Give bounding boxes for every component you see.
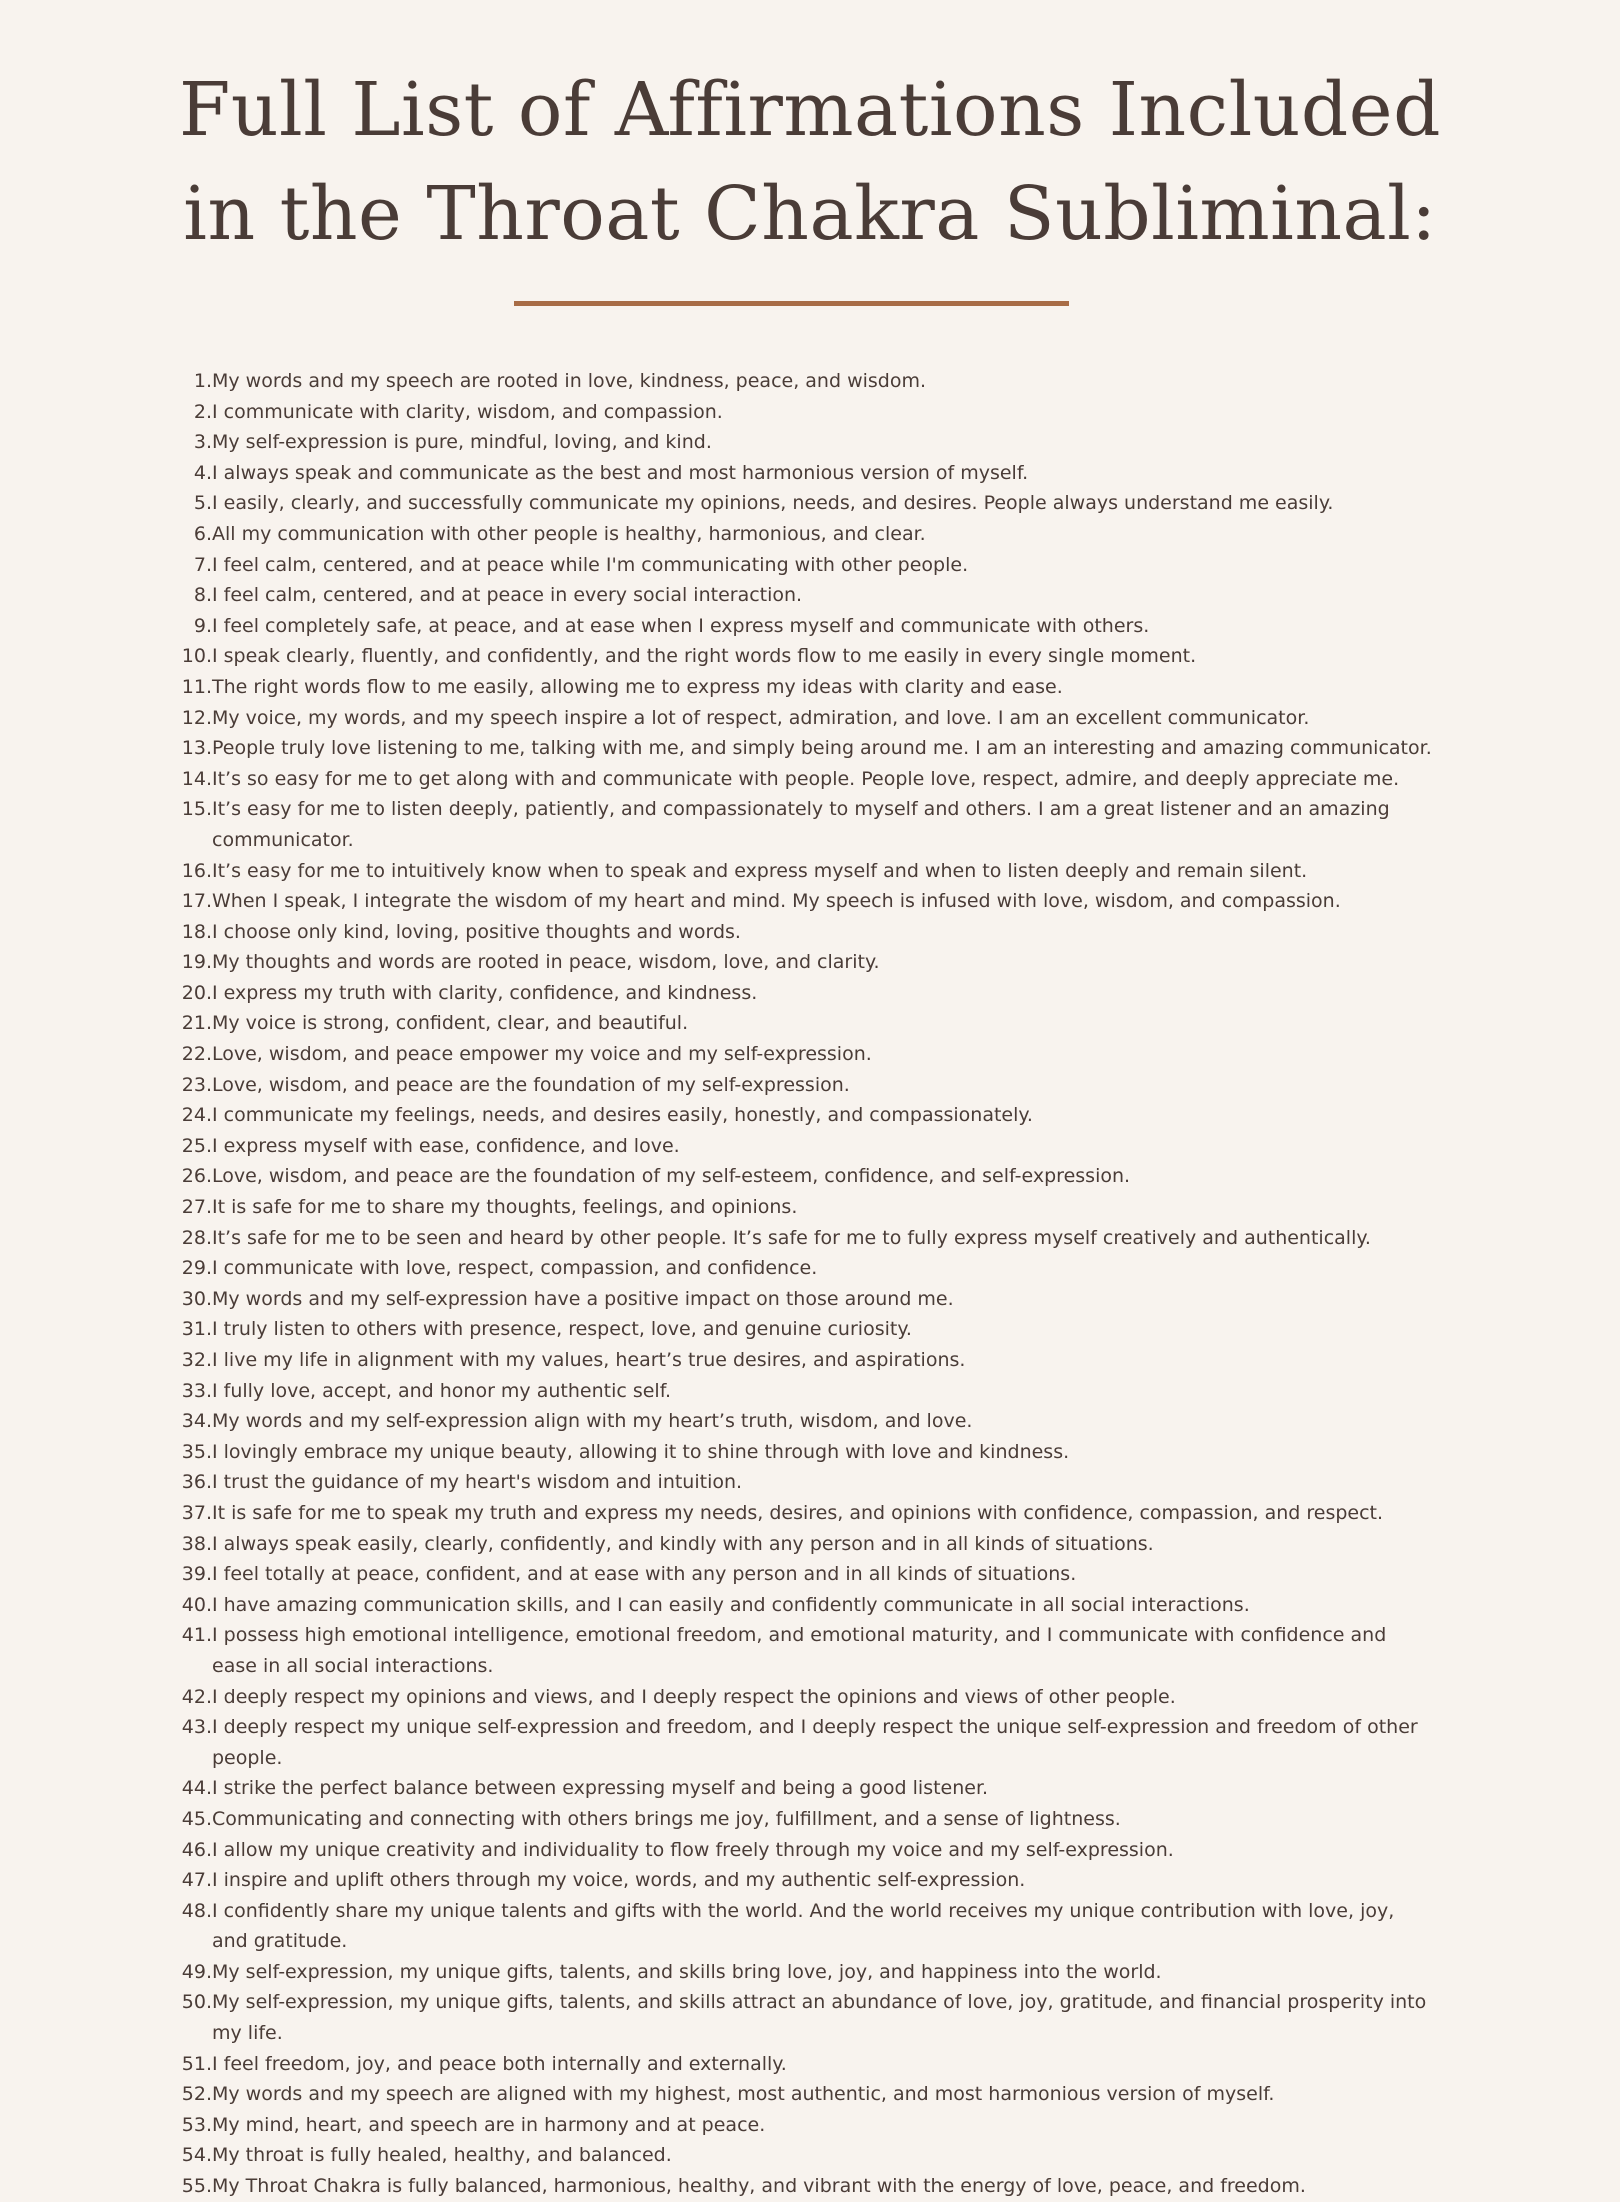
list-item-number: 45. — [181, 1807, 212, 1830]
list-item — [193, 458, 1432, 489]
list-item — [181, 1284, 1432, 1315]
list-item — [181, 1192, 1432, 1223]
list-item-text: Love, wisdom, and peace are the foundation of my self-expression. — [212, 1073, 850, 1096]
list-item-number: 23. — [181, 1073, 212, 1096]
list-item-number: 27. — [181, 1196, 212, 1219]
affirmations-list — [181, 366, 1432, 2202]
list-item-text: I feel totally at peace, confident, and at ease with any person and in all kinds of situations. — [212, 1563, 1077, 1586]
list-item — [181, 1865, 1432, 1896]
list-item — [181, 1590, 1432, 1621]
list-item — [181, 1223, 1432, 1254]
list-item — [181, 641, 1432, 672]
page-title-line-1: Full List of Affirmations Included — [179, 67, 1441, 153]
list-item-text: It’s easy for me to intuitively know when to speak and express myself and when to listen deeply and remain silent. — [212, 859, 1308, 882]
list-item-number: 17. — [181, 890, 212, 913]
list-item — [181, 703, 1432, 734]
list-item-text: My words and my speech are aligned with my highest, most authentic, and most harmonious version of myself. — [212, 2083, 1275, 2106]
list-item-number: 15. — [181, 798, 212, 821]
list-item-number: 44. — [181, 1777, 212, 1800]
list-item-text: The right words flow to me easily, allowing me to express my ideas with clarity and ease. — [212, 675, 1063, 698]
list-item-text: My words and my self-expression align with my heart’s truth, wisdom, and love. — [212, 1410, 973, 1433]
list-item — [181, 794, 1432, 855]
list-item-number: 13. — [181, 737, 212, 760]
list-item-number: 21. — [181, 1012, 212, 1035]
list-item-text: My voice, my words, and my speech inspire a lot of respect, admiration, and love. I am an excellent communicator. — [212, 706, 1310, 729]
list-item-number: 47. — [181, 1869, 212, 1892]
list-item — [181, 1682, 1432, 1713]
list-item-text: When I speak, I integrate the wisdom of my heart and mind. My speech is infused with love, wisdom, and compassion. — [212, 890, 1341, 913]
list-item-text: I express my truth with clarity, confidence, and kindness. — [212, 981, 758, 1004]
list-item-number: 51. — [181, 2052, 212, 2075]
list-item-text: I live my life in alignment with my values, heart’s true desires, and aspirations. — [212, 1349, 966, 1371]
list-item-number: 2. — [193, 400, 212, 423]
list-item-number: 50. — [181, 1991, 212, 2014]
list-item-text: I feel calm, centered, and at peace in every social interaction. — [212, 584, 803, 607]
list-item — [181, 1957, 1432, 1988]
list-item-number: 39. — [181, 1563, 212, 1586]
list-item — [181, 886, 1432, 917]
list-item-number: 54. — [181, 2144, 212, 2167]
list-item-text: I strike the perfect balance between expressing myself and being a good listener. — [212, 1777, 989, 1800]
list-item-text: I confidently share my unique talents and gifts with the world. And the world receives my unique contribution with love, joy, and gratitude. — [212, 1899, 1395, 1953]
list-item — [181, 1406, 1432, 1437]
list-item — [181, 978, 1432, 1009]
list-item-number: 37. — [181, 1501, 212, 1524]
list-item-number: 11. — [181, 675, 212, 698]
list-item-number: 34. — [181, 1410, 212, 1433]
list-item — [181, 1559, 1432, 1590]
list-item-number: 25. — [181, 1134, 212, 1157]
list-item-number: 38. — [181, 1532, 212, 1555]
list-item — [193, 519, 1432, 550]
list-item-text: My throat is fully healed, healthy, and balanced. — [212, 2144, 672, 2167]
list-item-number: 31. — [181, 1318, 212, 1341]
list-item-number: 19. — [181, 951, 212, 974]
list-item-text: My voice is strong, confident, clear, and beautiful. — [212, 1012, 689, 1035]
list-item-text: It’s so easy for me to get along with and communicate with people. People love, respect, admire, and deeply appreciate me. — [212, 767, 1400, 790]
list-item-text: Love, wisdom, and peace are the foundation of my self-esteem, confidence, and self-expression. — [212, 1165, 1131, 1188]
list-item-text: Communicating and connecting with others brings me joy, fulfillment, and a sense of lightness. — [212, 1807, 1121, 1830]
list-item-number: 22. — [181, 1043, 212, 1066]
list-item — [193, 397, 1432, 428]
list-item — [181, 1896, 1432, 1957]
list-item-text: It’s safe for me to be seen and heard by other people. It’s safe for me to fully express myself creatively and authentically. — [212, 1226, 1371, 1249]
list-item-text: People truly love listening to me, talking with me, and simply being around me. I am an interesting and amazing communicator. — [212, 737, 1432, 760]
list-item-text: I feel calm, centered, and at peace while I'm communicating with other people. — [212, 553, 969, 576]
list-item-number: 4. — [193, 461, 212, 484]
list-item-text: I always speak and communicate as the best and most harmonious version of myself. — [212, 461, 1029, 484]
list-item-number: 6. — [193, 522, 212, 545]
list-item-number: 41. — [181, 1624, 212, 1647]
list-item-number: 32. — [181, 1349, 212, 1371]
list-item — [181, 1804, 1432, 1835]
list-item-text: It is safe for me to speak my truth and express my needs, desires, and opinions with confidence, compassion, and respect. — [212, 1501, 1384, 1524]
list-item-number: 3. — [193, 431, 212, 454]
list-item — [181, 1376, 1432, 1407]
list-item-number: 46. — [181, 1838, 212, 1861]
list-item-text: I feel freedom, joy, and peace both internally and externally. — [212, 2052, 787, 2075]
list-item — [181, 1712, 1432, 1773]
list-item — [181, 1620, 1432, 1681]
list-item-text: I inspire and uplift others through my voice, words, and my authentic self-expression. — [212, 1869, 1026, 1892]
list-item — [181, 2049, 1432, 2080]
list-item-text: I speak clearly, fluently, and confidently, and the right words flow to me easily in every single moment. — [212, 645, 1197, 668]
list-item-text: I communicate with love, respect, compassion, and confidence. — [212, 1257, 818, 1280]
list-item-text: I communicate with clarity, wisdom, and compassion. — [212, 400, 723, 423]
list-item — [181, 917, 1432, 948]
list-item-number: 48. — [181, 1899, 212, 1922]
list-item-text: I deeply respect my opinions and views, and I deeply respect the opinions and views of other people. — [212, 1685, 1176, 1708]
page-title-line-2: in the Throat Chakra Subliminal: — [183, 171, 1437, 257]
list-item — [193, 550, 1432, 581]
list-item — [181, 2110, 1432, 2141]
list-item-text: I truly listen to others with presence, respect, love, and genuine curiosity. — [212, 1318, 912, 1341]
list-item — [193, 580, 1432, 611]
list-item-text: I feel completely safe, at peace, and at ease when I express myself and communicate with others. — [212, 614, 1150, 637]
list-item-text: I have amazing communication skills, and I can easily and confidently communicate in all social interactions. — [212, 1593, 1250, 1616]
list-item-text: My mind, heart, and speech are in harmony and at peace. — [212, 2113, 766, 2136]
list-item-number: 16. — [181, 859, 212, 882]
list-item-number: 53. — [181, 2113, 212, 2136]
list-item-number: 5. — [193, 492, 212, 515]
list-item-number: 55. — [181, 2175, 212, 2198]
list-item-number: 36. — [181, 1471, 212, 1494]
list-item — [181, 1773, 1432, 1804]
list-item — [181, 1987, 1432, 2048]
list-item — [193, 488, 1432, 519]
list-item-text: I deeply respect my unique self-expression and freedom, and I deeply respect the unique self-expression and freedom of other people. — [212, 1716, 1418, 1769]
list-item-text: It’s easy for me to listen deeply, patiently, and compassionately to myself and others. I am a great listener and an amazing communicator. — [212, 798, 1390, 851]
list-item — [181, 1161, 1432, 1192]
list-item-text: My self-expression is pure, mindful, loving, and kind. — [212, 431, 712, 454]
list-item-text: My words and my self-expression have a positive impact on those around me. — [212, 1287, 954, 1310]
list-item — [181, 2171, 1432, 2202]
list-item-number: 28. — [181, 1226, 212, 1249]
list-item-text: My self-expression, my unique gifts, talents, and skills attract an abundance of love, joy, gratitude, and financial prosperity into my life. — [212, 1991, 1427, 2045]
list-item — [181, 1039, 1432, 1070]
list-item — [181, 2079, 1432, 2110]
list-item-text: I easily, clearly, and successfully communicate my opinions, needs, and desires. People always understand me easily. — [212, 492, 1334, 515]
list-item — [181, 1008, 1432, 1039]
list-item-text: I always speak easily, clearly, confidently, and kindly with any person and in all kinds of situations. — [212, 1532, 1154, 1555]
list-item — [181, 1498, 1432, 1529]
list-item-number: 14. — [181, 767, 212, 790]
list-item — [181, 856, 1432, 887]
list-item-text: I fully love, accept, and honor my authentic self. — [212, 1379, 672, 1402]
title-divider — [514, 301, 1069, 306]
list-item-number: 10. — [181, 645, 212, 668]
list-item — [193, 427, 1432, 458]
list-item — [181, 1253, 1432, 1284]
list-item — [181, 1100, 1432, 1131]
list-item-text: I trust the guidance of my heart's wisdom and intuition. — [212, 1471, 743, 1494]
list-item — [181, 2140, 1432, 2171]
list-item-text: My thoughts and words are rooted in peace, wisdom, love, and clarity. — [212, 951, 880, 974]
list-item-text: It is safe for me to share my thoughts, feelings, and opinions. — [212, 1196, 798, 1219]
list-item — [181, 1437, 1432, 1468]
list-item-text: My self-expression, my unique gifts, talents, and skills bring love, joy, and happiness into the world. — [212, 1960, 1162, 1983]
list-item-number: 1. — [193, 370, 212, 392]
list-item-number: 12. — [181, 706, 212, 729]
list-item-text: Love, wisdom, and peace empower my voice and my self-expression. — [212, 1043, 872, 1066]
list-item-text: I choose only kind, loving, positive thoughts and words. — [212, 920, 741, 943]
list-item-text: I allow my unique creativity and individuality to flow freely through my voice and my self-expression. — [212, 1838, 1174, 1861]
list-item-number: 7. — [193, 553, 212, 576]
list-item-text: All my communication with other people is healthy, harmonious, and clear. — [212, 522, 926, 545]
list-item-number: 42. — [181, 1685, 212, 1708]
list-item-number: 24. — [181, 1104, 212, 1127]
list-item-text: I lovingly embrace my unique beauty, allowing it to shine through with love and kindness. — [212, 1440, 1070, 1463]
list-item — [181, 1835, 1432, 1866]
list-item — [181, 733, 1432, 764]
list-item — [181, 1070, 1432, 1101]
list-item — [181, 947, 1432, 978]
list-item-number: 26. — [181, 1165, 212, 1188]
list-item-number: 35. — [181, 1440, 212, 1463]
list-item — [181, 1529, 1432, 1560]
list-item-number: 29. — [181, 1257, 212, 1280]
list-item — [193, 611, 1432, 642]
list-item-text: I express myself with ease, confidence, and love. — [212, 1134, 680, 1157]
list-item — [193, 366, 1432, 397]
list-item — [181, 764, 1432, 795]
list-item — [181, 1467, 1432, 1498]
list-item-number: 30. — [181, 1287, 212, 1310]
list-item-number: 9. — [193, 614, 212, 637]
list-item — [181, 672, 1432, 703]
list-item — [181, 1314, 1432, 1345]
list-item-number: 52. — [181, 2083, 212, 2106]
list-item-text: My Throat Chakra is fully balanced, harmonious, healthy, and vibrant with the energy of love, peace, and freedom. — [212, 2175, 1306, 2198]
list-item-number: 43. — [181, 1716, 212, 1739]
list-item-text: My words and my speech are rooted in love, kindness, peace, and wisdom. — [212, 370, 927, 392]
list-item-number: 33. — [181, 1379, 212, 1402]
list-item-number: 18. — [181, 920, 212, 943]
list-item-number: 49. — [181, 1960, 212, 1983]
list-item-number: 40. — [181, 1593, 212, 1616]
list-item — [181, 1131, 1432, 1162]
list-item-text: I communicate my feelings, needs, and desires easily, honestly, and compassionately. — [212, 1104, 1033, 1127]
list-item-number: 20. — [181, 981, 212, 1004]
list-item-number: 8. — [193, 584, 212, 607]
list-item — [181, 1345, 1432, 1376]
list-item-text: I possess high emotional intelligence, emotional freedom, and emotional maturity, and I communicate with confidence and ease in all social interactions. — [212, 1624, 1387, 1677]
page-title — [0, 58, 1620, 266]
